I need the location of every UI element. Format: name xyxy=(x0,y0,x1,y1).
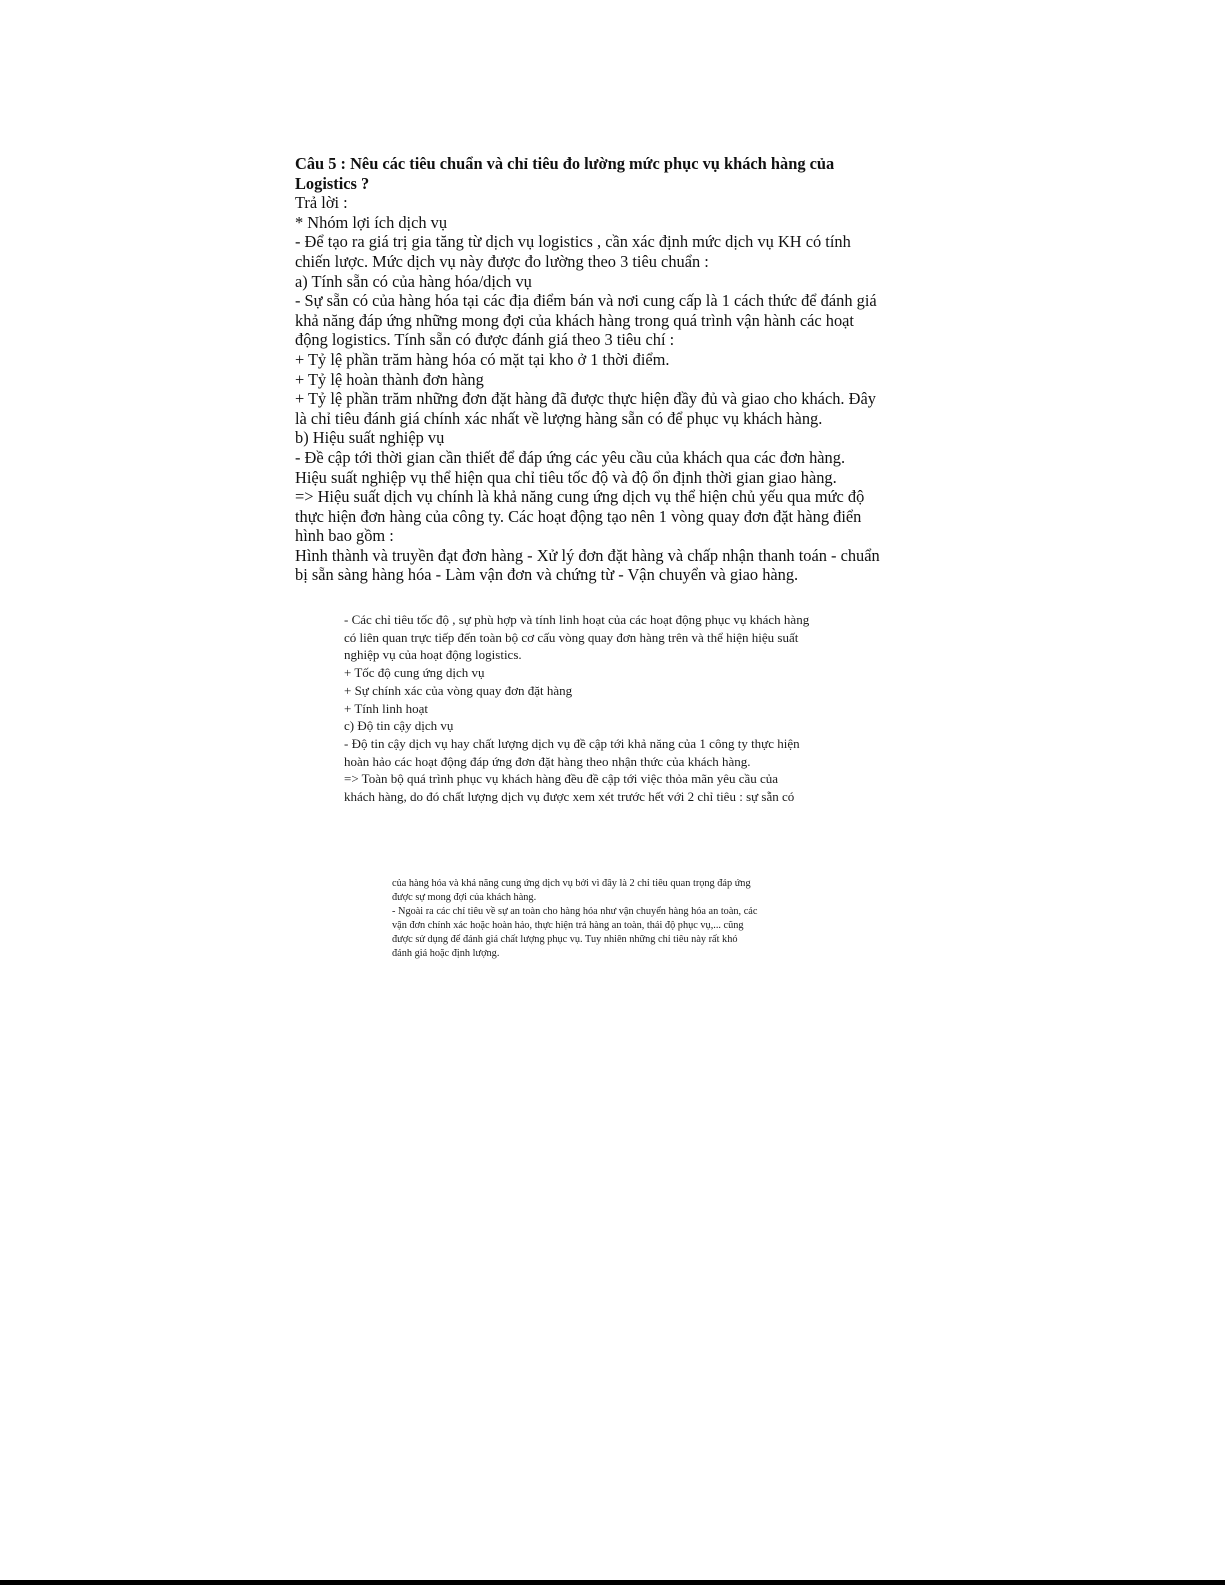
text-line: - Các chỉ tiêu tốc độ , sự phù hợp và tính linh hoạt của các hoạt động phục vụ khách hàng xyxy=(344,612,810,627)
document-section-third xyxy=(392,877,757,960)
question-title-line-2: Logistics ? xyxy=(295,173,370,193)
text-line: b) Hiệu suất nghiệp vụ xyxy=(295,428,445,448)
text-line: - Ngoài ra các chỉ tiêu về sự an toàn cho hàng hóa như vận chuyển hàng hóa an toàn, các xyxy=(392,905,758,917)
document-section-second xyxy=(344,611,809,806)
text-line: bị sẵn sàng hàng hóa - Làm vận đơn và chứng từ - Vận chuyển và giao hàng. xyxy=(295,565,799,585)
text-line: - Đề cập tới thời gian cần thiết để đáp ứng các yêu cầu của khách qua các đơn hàng. xyxy=(295,447,846,467)
text-line: hoàn hảo các hoạt động đáp ứng đơn đặt hàng theo nhận thức của khách hàng. xyxy=(344,753,751,769)
text-line: được sự mong đợi của khách hàng. xyxy=(392,891,537,903)
text-line: là chỉ tiêu đánh giá chính xác nhất về lượng hàng sẵn có để phục vụ khách hàng. xyxy=(295,408,823,428)
text-line: chiến lược. Mức dịch vụ này được đo lường theo 3 tiêu chuẩn : xyxy=(295,251,709,271)
question-title-line-1: Câu 5 : Nêu các tiêu chuẩn và chỉ tiêu đo lường mức phục vụ khách hàng của xyxy=(295,154,835,173)
text-line: vận đơn chính xác hoặc hoàn hảo, thực hiện trả hàng an toàn, thái độ phục vụ,... cũng xyxy=(392,919,744,931)
text-line: hình bao gồm : xyxy=(295,526,394,546)
text-line: + Sự chính xác của vòng quay đơn đặt hàng xyxy=(344,682,573,698)
text-line: - Độ tin cậy dịch vụ hay chất lượng dịch vụ đề cập tới khả năng của 1 công ty thực hiện xyxy=(344,735,800,751)
text-line: + Tốc độ cung ứng dịch vụ xyxy=(344,665,485,681)
text-line: c) Độ tin cậy dịch vụ xyxy=(344,718,454,734)
text-line: khách hàng, do đó chất lượng dịch vụ được xem xét trước hết với 2 chỉ tiêu : sự sẵn có xyxy=(344,789,795,805)
text-line: + Tỷ lệ phần trăm hàng hóa có mặt tại kho ở 1 thời điểm. xyxy=(295,349,670,369)
text-line: + Tính linh hoạt xyxy=(344,700,429,716)
text-line: + Tỷ lệ phần trăm những đơn đặt hàng đã được thực hiện đầy đủ và giao cho khách. Đây xyxy=(295,389,876,409)
text-line: a) Tính sẵn có của hàng hóa/dịch vụ xyxy=(295,271,532,291)
bottom-border xyxy=(0,1580,1225,1585)
text-line: * Nhóm lợi ích dịch vụ xyxy=(295,212,448,232)
text-line: khả năng đáp ứng những mong đợi của khách hàng trong quá trình vận hành các hoạt xyxy=(295,310,854,330)
text-line: Trả lời : xyxy=(295,193,348,213)
document-section-main xyxy=(295,154,880,585)
text-line: Hình thành và truyền đạt đơn hàng - Xử lý đơn đặt hàng và chấp nhận thanh toán - chuẩn xyxy=(295,545,880,565)
text-line: được sử dụng để đánh giá chất lượng phục vụ. Tuy nhiên những chỉ tiêu này rất khó xyxy=(392,933,738,945)
text-line: của hàng hóa và khả năng cung ứng dịch vụ bởi vì đây là 2 chỉ tiêu quan trọng đáp ứng xyxy=(392,878,751,889)
text-line: động logistics. Tính sẵn có được đánh giá theo 3 tiêu chí : xyxy=(295,330,675,350)
text-line: đánh giá hoặc định lượng. xyxy=(392,947,500,959)
text-line: thực hiện đơn hàng của công ty. Các hoạt động tạo nên 1 vòng quay đơn đặt hàng điển xyxy=(295,506,862,526)
text-line: + Tỷ lệ hoàn thành đơn hàng xyxy=(295,369,484,389)
text-line: nghiệp vụ của hoạt động logistics. xyxy=(344,647,522,663)
text-line: - Sự sẵn có của hàng hóa tại các địa điểm bán và nơi cung cấp là 1 cách thức để đánh giá xyxy=(295,291,877,311)
text-line: => Hiệu suất dịch vụ chính là khả năng cung ứng dịch vụ thể hiện chủ yếu qua mức độ xyxy=(295,487,865,507)
text-line: => Toàn bộ quá trình phục vụ khách hàng đều đề cập tới việc thỏa mãn yêu cầu của xyxy=(344,771,779,787)
text-line: Hiệu suất nghiệp vụ thể hiện qua chỉ tiêu tốc độ và độ ổn định thời gian giao hàng. xyxy=(295,467,837,487)
text-line: có liên quan trực tiếp đến toàn bộ cơ cấu vòng quay đơn hàng trên và thể hiện hiệu suất xyxy=(344,629,799,645)
text-line: - Để tạo ra giá trị gia tăng từ dịch vụ logistics , cần xác định mức dịch vụ KH có tính xyxy=(295,232,851,252)
